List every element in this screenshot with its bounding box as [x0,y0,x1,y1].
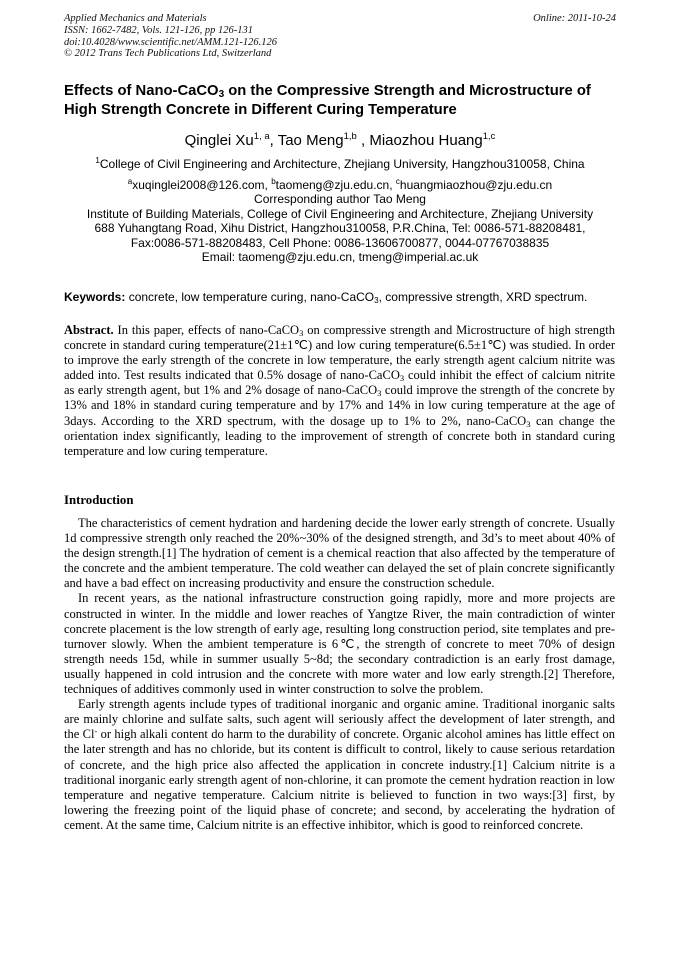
affiliation-text: College of Civil Engineering and Architecture, Zhejiang University, Hangzhou310058, China [99,157,585,171]
abstract [64,323,615,459]
paragraph [64,697,615,833]
author-sep: , [269,132,278,149]
introduction-body [64,516,615,833]
paragraph-text: Early strength agents include types of traditional inorganic and organic amine. Traditional inorganic salts are mainly chlorine and sulfate salts, such agent will seriously affect the development of later strength, and the Cl [64,697,615,742]
email-link[interactable]: taomeng@zju.edu.cn, [275,178,396,192]
corresponding-line: Corresponding author Tao Meng [254,192,426,207]
keywords [64,290,624,304]
keywords-label: Keywords: [64,290,126,304]
email-sup: a [127,177,133,186]
author-sep: , [356,132,370,149]
abstract-text: could inhibit the effect of calcium nitrite as early strength agent, but 1% and 2% dosage of nano-CaCO [64,368,615,398]
author-list [40,132,640,150]
corresponding-line: Fax:0086-571-88208483, Cell Phone: 0086-13606700877, 0044-07767038835 [130,235,550,250]
corresponding-line: Institute of Building Materials, College of Civil Engineering and Architecture, Zhejiang University [86,206,594,221]
abstract-label: Abstract. [64,323,114,337]
paper-title [64,82,624,120]
corresponding-line: Email: taomeng@zju.edu.cn, tmeng@imperial.ac.uk [201,250,479,265]
paragraph-sup: - [94,726,98,737]
abstract-text: can change the orientation index significantly, leading to the improvement of strength of concrete both in standard curing temperature and low curing temperature. [64,413,616,458]
journal-name: Applied Mechanics and Materials [64,13,207,24]
title-part2: on the Compressive Strength and Microstructure of High Strength Concrete in Different Curing Temperature [64,83,591,118]
author-name: Tao Meng [277,132,344,149]
email-sup: b [271,177,276,186]
abstract-sub: 3 [526,418,531,429]
online-date: Online: 2011-10-24 [533,13,616,24]
author-name: Qinglei Xu [184,132,254,149]
title-sub: 3 [218,89,225,100]
paragraph: The characteristics of cement hydration and hardening decide the lower early strength of concrete. Usually 1d compressive strength only reached the 20%~30% of the designed strength, and 3d’s to meet about 40% of the design strength.[1] The hydration of cement is a chemical reaction that also affected by the temperature of the concrete and the ambient temperature. The cold weather can delayed the set of plain concrete significantly and have a bad effect on increasing productivity and ensure the construction schedule. [64,516,615,591]
email-sup: c [395,177,400,186]
title-part1: Effects of Nano-CaCO [64,83,219,99]
author-sup: 1, a [253,131,270,142]
abstract-sub: 3 [299,328,304,338]
author-sup: 1,b [343,131,357,142]
paragraph-text: or high alkali content do harm to the durability of concrete. Organic alcohol amines has little effect on the later strength and has no chloride, but its content is difficult to control, likely to cause serious retardation of concrete, and the high price also affected the application in concrete industry.[1] Calcium nitrite is a traditional inorganic early strength agent of non-chlorine, it can promote the cement hydration reaction in low temperature and negative temperature. Calcium nitrite is believed to function in two ways:[3] first, by lowering the freezing point of the liquid phase of concrete; and second, by accelerating the hydration of cement. At the same time, Calcium nitrite is an effective inhibitor, which is good to reinforced concrete. [64,727,615,832]
affiliation-sup: 1 [95,156,100,165]
doi: doi:10.4028/www.scientific.net/AMM.121-126.126 [64,36,277,48]
abstract-text: In this paper, effects of nano-CaCO [113,323,300,337]
affiliation [40,157,640,171]
journal-info [64,13,277,60]
section-heading: Introduction [64,493,134,507]
keywords-sub: 3 [374,296,379,305]
abstract-text: could improve the strength of the concrete by 13% and 18% in standard curing temperature and by 17% and 14% in low curing temperature at the age of 3days. According to the XRD spectrum, with the dosage up to 1% to 2%, nano-CaCO [64,383,616,428]
email-line [40,178,640,192]
keywords-text: , compressive strength, XRD spectrum. [378,290,588,304]
abstract-sub: 3 [377,388,382,399]
author-name: Miaozhou Huang [369,132,483,149]
corresponding-line: 688 Yuhangtang Road, Xihu District, Hangzhou310058, P.R.China, Tel: 0086-571-88208481, [94,221,586,236]
email-link[interactable]: xuqinglei2008@126.com, [132,178,272,192]
copyright: © 2012 Trans Tech Publications Ltd, Switzerland [64,48,272,60]
author-sup: 1,c [482,131,496,142]
keywords-text: concrete, low temperature curing, nano-CaCO [125,290,375,304]
abstract-text: on compressive strength and Microstructure of high strength concrete in standard curing temperature(21±1℃) and low curing temperature(6.5±1℃) was studied. In order to improve the early strength of the concrete in low temperature, the early strength agent calcium nitrite was added into. Test results indicated that 0.5% dosage of nano-CaCO [64,323,616,383]
abstract-sub: 3 [399,373,405,384]
issn: ISSN: 1662-7482, Vols. 121-126, pp 126-131 [64,24,253,36]
paragraph: In recent years, as the national infrastructure construction going rapidly, more and more projects are constructed in winter. In the middle and lower reaches of Yangtze River, the main contradiction of winter concrete placement is the low strength of early age, resulting long construction period, site templates and pre-turnover slowly. When the ambient temperature is 6℃, the strength of concrete to meet 70% of design strength needs 15d, while in summer usually 5~8d; the secondary contradiction is an early frost damage, usually happened in cold intrusion and the concrete with more water and low early strength.[2] Therefore, techniques of additives commonly used in winter construction to solve the problem. [64,591,615,697]
email-link[interactable]: huangmiaozhou@zju.edu.cn [399,178,553,192]
contact-block [40,178,640,264]
